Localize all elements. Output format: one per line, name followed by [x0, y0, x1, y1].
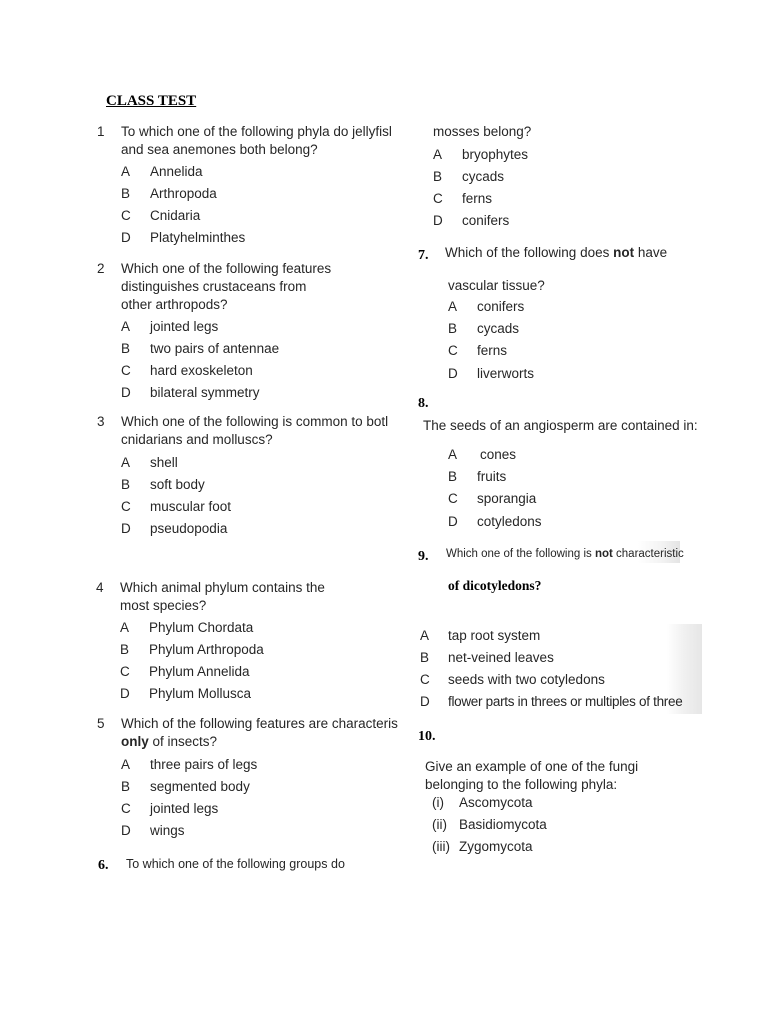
question-1-line-1: To which one of the following phyla do jellyfisl — [121, 124, 392, 139]
question-7-option-c: C ferns — [448, 343, 508, 358]
question-5-option-c: C jointed legs — [121, 801, 219, 816]
question-2-option-a: A jointed legs — [121, 319, 219, 334]
question-2-line-2: distinguishes crustaceans from — [121, 279, 307, 294]
question-9-line-1-pre: Which one of the following is — [446, 548, 595, 560]
question-6-line-1: To which one of the following groups do — [126, 857, 345, 871]
question-6-option-c: C ferns — [433, 191, 493, 206]
question-7-option-d: D liverworts — [448, 366, 535, 381]
question-6-option-d: D conifers — [433, 213, 510, 228]
question-3-option-b: B soft body — [121, 477, 205, 492]
question-2-option-b: B two pairs of antennae — [121, 341, 280, 356]
question-1-line-2: and sea anemones both belong? — [121, 142, 318, 157]
question-8-option-c: C sporangia — [448, 491, 537, 506]
question-8-option-d: D cotyledons — [448, 514, 542, 529]
question-9-number: 9. — [418, 549, 429, 564]
question-10-line-1: Give an example of one of the fungi — [425, 759, 639, 774]
question-4-number: 4 — [96, 580, 104, 595]
question-7-emphasis: not — [613, 245, 635, 260]
question-10-item-3: (iii) Zygomycota — [432, 839, 533, 854]
question-7-line-1-post: have — [634, 245, 668, 260]
question-10-number: 10. — [418, 729, 436, 744]
question-1-option-c: C Cnidaria — [121, 208, 201, 223]
question-9-option-b: B net-veined leaves — [420, 650, 554, 665]
question-9-line-2: of dicotyledons? — [448, 578, 542, 593]
question-9-line-1-post: characteristic — [612, 548, 684, 560]
question-1-option-d: D Platyhelminthes — [121, 230, 246, 245]
question-1-option-a: A Annelida — [121, 164, 203, 179]
question-3-line-2: cnidarians and molluscs? — [121, 432, 273, 447]
question-5-option-a: A three pairs of legs — [121, 757, 258, 772]
question-2-option-c: C hard exoskeleton — [121, 363, 253, 378]
question-5-option-b: B segmented body — [121, 779, 250, 794]
question-10-item-2: (ii) Basidiomycota — [432, 817, 547, 832]
question-3-text — [121, 413, 388, 449]
question-5-line-2 — [121, 733, 398, 751]
question-2-option-d: D bilateral symmetry — [121, 385, 260, 400]
question-5-line-1: Which of the following features are characteris — [121, 716, 398, 731]
question-1-text — [121, 123, 392, 159]
question-8-option-b: B fruits — [448, 469, 507, 484]
question-5-option-d: D wings — [121, 823, 185, 838]
question-9-emphasis: not — [594, 548, 613, 560]
question-3-number: 3 — [97, 414, 105, 429]
question-8-line-1: The seeds of an angiosperm are contained in: — [423, 418, 698, 433]
question-7-line-2: vascular tissue? — [448, 278, 545, 293]
question-5-text — [121, 715, 398, 751]
question-10-item-1: (i) Ascomycota — [432, 795, 533, 810]
question-7-line-1-pre: Which of the following does — [445, 245, 614, 260]
question-6-number: 6. — [98, 858, 109, 873]
question-10-line-2: belonging to the following phyla: — [425, 777, 618, 792]
question-7-option-a: A conifers — [448, 299, 525, 314]
question-4-option-d: D Phylum Mollusca — [120, 686, 252, 701]
question-4-option-c: C Phylum Annelida — [120, 664, 250, 679]
question-8-number: 8. — [418, 396, 429, 411]
question-8-option-a: A cones — [448, 447, 517, 462]
question-1-number: 1 — [97, 124, 105, 139]
question-9-line-1 — [446, 545, 684, 563]
question-3-option-d: D pseudopodia — [121, 521, 228, 536]
question-7-number: 7. — [418, 248, 429, 263]
question-4-text — [120, 579, 325, 615]
question-4-line-1: Which animal phylum contains the — [120, 580, 325, 595]
question-9-option-a: A tap root system — [420, 628, 541, 643]
question-9-option-d: D flower parts in threes or multiples of three — [420, 694, 683, 709]
question-2-text — [121, 260, 331, 314]
question-1-option-b: B Arthropoda — [121, 186, 217, 201]
question-3-option-c: C muscular foot — [121, 499, 232, 514]
question-3-line-1: Which one of the following is common to botl — [121, 414, 389, 429]
question-4-option-b: B Phylum Arthropoda — [120, 642, 264, 657]
question-10-text — [425, 758, 638, 794]
question-3-option-a: A shell — [121, 455, 178, 470]
question-4-line-2: most species? — [120, 598, 207, 613]
question-6-option-a: A bryophytes — [433, 147, 529, 162]
page-title: CLASS TEST — [106, 93, 197, 109]
question-5-emphasis: only — [121, 734, 149, 749]
question-2-line-1: Which one of the following features — [121, 261, 332, 276]
question-7-line-1 — [445, 244, 667, 262]
question-4-option-a: A Phylum Chordata — [120, 620, 254, 635]
question-6-line-2: mosses belong? — [433, 124, 532, 139]
question-2-line-3: other arthropods? — [121, 297, 228, 312]
question-6-option-b: B cycads — [433, 169, 505, 184]
question-7-option-b: B cycads — [448, 321, 520, 336]
question-5-line-2-rest: of insects? — [148, 734, 218, 749]
question-5-number: 5 — [97, 716, 105, 731]
question-9-option-c: C seeds with two cotyledons — [420, 672, 605, 687]
question-2-number: 2 — [97, 261, 105, 276]
